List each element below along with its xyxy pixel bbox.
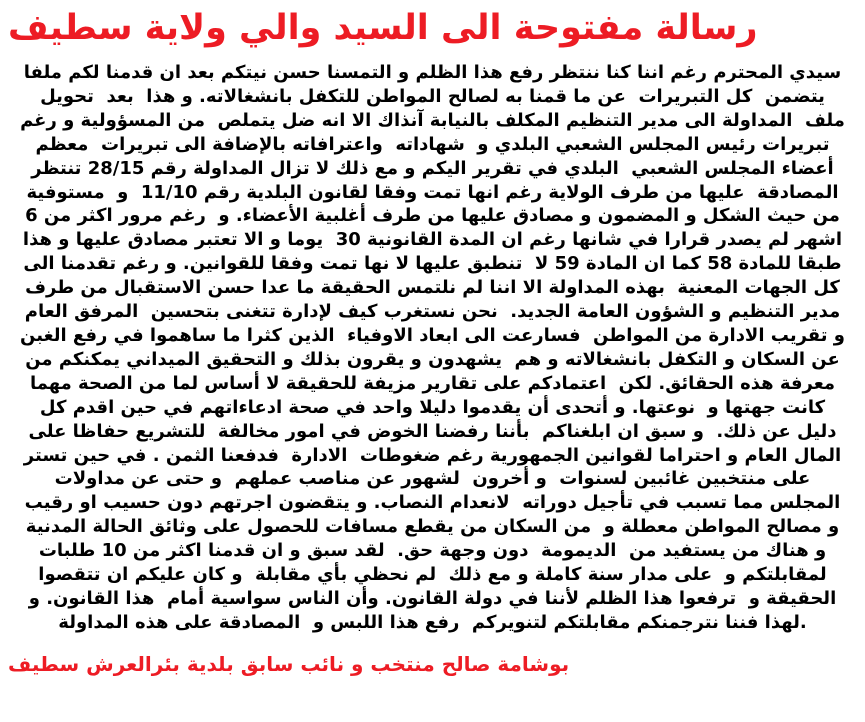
body-line: يتضمن كل التبريرات عن ما قمنا به لصالح المواطن للتكفل بانشغالاته. و هذا بعد تحويل	[40, 85, 825, 107]
body-line: كل الجهات المعنية بهذه المداولة الا اننا لم نلتمس الحقيقة ما عدا حسن الاستقبال من طرف	[25, 277, 840, 299]
body-line: اشهر لم يصدر قرارا في شانها رغم ان المدة القانونية 30 يوما و الا تعتبر مصادق عليها و هذا	[22, 229, 843, 251]
body-line: من حيث الشكل و المضمون و مصادق عليها من طرف أغلبية الأعضاء. و رغم مرور اكثر من 6	[25, 205, 840, 227]
body-line: لمقابلتكم و على مدار سنة كاملة و مع ذلك لم نحظي بأي مقابلة و كان عليكم ان تتقصوا	[38, 564, 827, 586]
body-line: كانت جهتها و نوعتها. و أتحدى أن يقدموا دليلا واحد في صحة ادعاءاتهم في حين اقدم كل	[39, 396, 826, 418]
body-line: و تقريب الادارة من المواطن فسارعت الى ابعاد الاوفياء الذين كثرا ما ساهموا في رفع الغبن	[20, 324, 845, 346]
body-line: سيدي المحترم رغم اننا كنا ننتظر رفع هذا الظلم و التمسنا حسن نيتكم بعد ان قدمنا لكم ملفا	[23, 62, 842, 83]
body-line: ملف المداولة الى مدير التنظيم المكلف بالنيابة آنذاك الا انه ضل يتملص من المسؤولية و رغم	[20, 109, 845, 131]
body-line: طبقا للمادة 58 كما ان المادة 59 لا تنطبق عليها لا نها تمت وفقا للقوانين. و رغم تقدمنا الى	[23, 253, 842, 275]
body-line: معرفة هذه الحقائق. لكن اعتمادكم على تقارير مزيفة للحقيقة لا أساس لما من الصحة مهما	[29, 372, 836, 394]
body-line: و هناك من يستفيد من الديمومة دون وجهة حق. لقد سبق و ان قدمنا اكثر من 10 طلبات	[38, 540, 827, 562]
letter-title: رسالة مفتوحة الى السيد والي ولاية سطيف	[8, 8, 758, 48]
body-line: دليل عن ذلك. و سبق ان ابلغناكم بأننا رفضنا الخوض في امور مخالفة للتشريع حفاظا على	[28, 420, 837, 442]
body-line: المال العام و احتراما لقوانين الجمهورية رغم ضغوطات الادارة فدفعنا الثمن . في حين تستر	[23, 444, 842, 466]
body-line: مدير التنظيم و الشؤون العامة الجديد. نحن نستغرب كيف لإدارة تتغنى بتحسين المرفق العام	[24, 301, 841, 323]
body-line: عن السكان و التكفل بانشغالاته و هم يشهدون و يقرون بذلك و التحقيق الميداني يمكنكم من	[25, 348, 840, 370]
body-line: تبريرات رئيس المجلس الشعبي البلدي و شهاداته واعترافاته بالإضافة الى تبريرات معظم	[35, 133, 830, 155]
body-line: الحقيقة و ترفعوا هذا الظلم لأننا في دولة القانون. وأن الناس سواسية أمام هذا القانون. و	[28, 587, 837, 609]
letter-signature: بوشامة صالح منتخب و نائب سابق بلدية بئرالعرش سطيف	[8, 651, 570, 676]
body-line: أعضاء المجلس الشعبي البلدي في تقرير اليكم و مع ذلك لا تزال المداولة رقم 28/15 تنتظر	[31, 157, 834, 179]
body-line: على منتخبين غائبين لسنوات و أخرون لشهور عن مناصب عملهم و حتى عن مداولات	[54, 468, 811, 490]
body-line: .لهذا فننا نترجمنكم مقابلتكم لتنويركم رفع هذا اللبس و المصادقة على هذه المداولة	[58, 611, 807, 633]
body-line: المصادقة عليها من طرف الولاية رغم انها تمت وفقا لقانون البلدية رقم 11/10 و مستوفية	[26, 181, 839, 203]
body-line: و مصالح المواطن معطلة و من السكان من يقطع مسافات للحصول على وثائق الحالة المدنية	[25, 516, 840, 538]
body-line: المجلس مما تسبب في تأجيل دوراته لانعدام النصاب. و يتقضون اجرتهم دون حسيب او رقيب	[24, 492, 841, 514]
letter-body	[0, 61, 865, 635]
